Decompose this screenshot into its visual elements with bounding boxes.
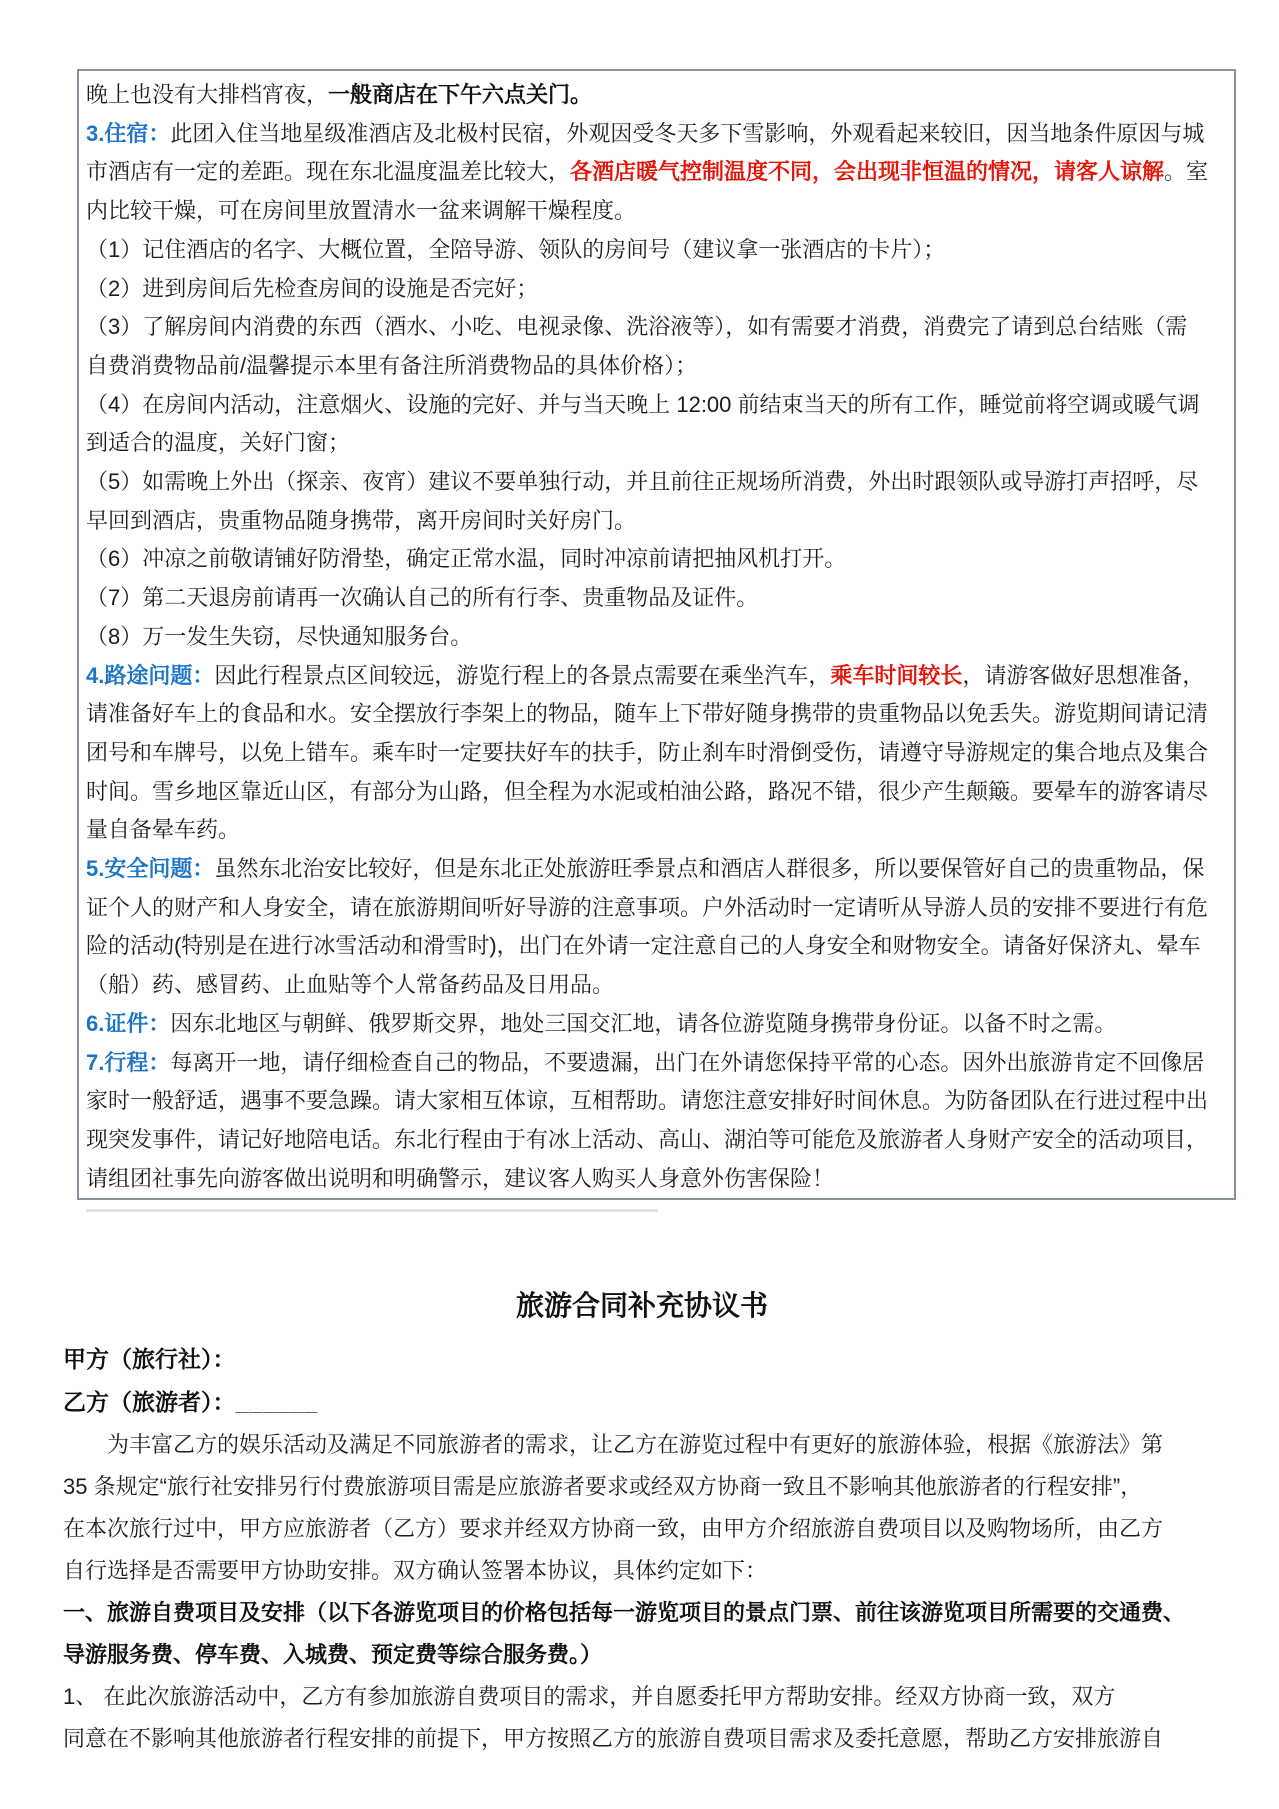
text-segment: 5.安全问题：	[86, 856, 215, 882]
text-segment: 6.证件：	[86, 1010, 171, 1036]
text-segment: （3）了解房间内消费的东西（酒水、小吃、电视录像、洗浴液等），如有需要才消费，消费完了请到总台结账（需	[86, 314, 1188, 340]
text-segment: 虽然东北治安比较好，但是东北正处旅游旺季景点和酒店人群很多，所以要保管好自己的贵重物品，保	[214, 856, 1205, 882]
text-segment: 。室	[1164, 159, 1209, 185]
notice-line	[86, 966, 1230, 1005]
text-segment: （2）进到房间后先检查房间的设施是否完好；	[86, 275, 539, 301]
text-segment: 到适合的温度，关好门窗；	[86, 430, 351, 456]
party-b-line	[63, 1381, 1221, 1424]
text-segment: 每离开一地，请仔细检查自己的物品，不要遗漏，出门在外请您保持平常的心态。因外出旅游肯定不回像居	[170, 1049, 1205, 1075]
supplementary-agreement-section	[63, 1288, 1221, 1760]
text-segment: 因东北地区与朝鲜、俄罗斯交界，地处三国交汇地，请各位游览随身携带身份证。以备不时之需。	[170, 1010, 1117, 1036]
text-segment: 早回到酒店，贵重物品随身携带，离开房间时关好房门。	[86, 507, 637, 533]
text-segment: 时间。雪乡地区靠近山区，有部分为山路，但全程为水泥或柏油公路，路况不错，很少产生颠簸。要晕车的游客请尽	[86, 778, 1209, 804]
party-b-blank-line: ______	[235, 1389, 319, 1415]
text-segment: 团号和车牌号，以免上错车。乘车时一定要扶好车的扶手，防止刹车时滑倒受伤，请遵守导游规定的集合地点及集合	[86, 739, 1209, 765]
notice-line	[86, 1121, 1230, 1160]
notice-line	[86, 502, 1230, 541]
text-segment: 此团入住当地星级准酒店及北极村民宿，外观因受冬天多下雪影响，外观看起来较旧，因当地条件原因与城	[170, 120, 1205, 146]
agreement-line	[63, 1676, 1221, 1718]
text-segment: 险的活动(特别是在进行冰雪活动和滑雪时)，出门在外请一定注意自己的人身安全和财物安全。请备好保济丸、晕车	[86, 933, 1201, 959]
text-segment: 量自备晕车药。	[86, 817, 241, 843]
notice-line	[86, 773, 1230, 812]
text-segment: （1）记住酒店的名字、大概位置，全陪导游、领队的房间号（建议拿一张酒店的卡片）；	[86, 236, 946, 262]
text-segment: 1、 在此次旅游活动中，乙方有参加旅游自费项目的需求，并自愿委托甲方帮助安排。经双方协商一致，双方	[63, 1684, 1116, 1709]
notice-line	[86, 1160, 1230, 1199]
text-segment: 乘车时间较长	[830, 662, 963, 688]
notice-line	[86, 192, 1230, 231]
notice-line	[86, 850, 1230, 889]
notice-line	[86, 308, 1230, 347]
notice-line	[86, 618, 1230, 657]
agreement-line	[63, 1550, 1221, 1592]
text-segment: 一、旅游自费项目及安排（以下各游览项目的价格包括每一游览项目的景点门票、前往该游览项目所需要的交通费、	[63, 1600, 1186, 1625]
text-segment: （船）药、感冒药、止血贴等个人常备药品及日用品。	[86, 972, 615, 998]
text-segment: 市酒店有一定的差距。现在东北温度温差比较大，	[86, 159, 571, 185]
agreement-line	[63, 1718, 1221, 1760]
text-segment: 3.住宿：	[86, 120, 171, 146]
party-b-label: 乙方（旅游者）：	[63, 1389, 236, 1415]
notice-line	[86, 1082, 1230, 1121]
text-segment: 现突发事件，请记好地陪电话。东北行程由于有冰上活动、高山、湖泊等可能危及旅游者人身财产安全的活动项目，	[86, 1126, 1209, 1152]
party-a-label: 甲方（旅行社）：	[63, 1346, 236, 1372]
notice-line	[86, 927, 1230, 966]
notice-line	[86, 270, 1230, 309]
text-segment: 家时一般舒适，遇事不要急躁。请大家相互体谅，互相帮助。请您注意安排好时间休息。为防备团队在行进过程中出	[86, 1088, 1209, 1114]
notice-line	[86, 76, 1230, 115]
party-a-line	[63, 1338, 1221, 1381]
agreement-title: 旅游合同补充协议书	[515, 1290, 768, 1321]
text-segment: 请组团社事先向游客做出说明和明确警示，建议客人购买人身意外伤害保险！	[86, 1165, 835, 1191]
notice-line	[86, 579, 1230, 618]
agreement-line	[63, 1634, 1221, 1676]
scan-artifact-line	[86, 1209, 658, 1212]
text-segment: 证个人的财产和人身安全，请在旅游期间听好导游的注意事项。户外活动时一定请听从导游人员的安排不要进行有危	[86, 894, 1209, 920]
notice-line	[86, 734, 1230, 773]
text-segment: 自费消费物品前/温馨提示本里有备注所消费物品的具体价格）；	[86, 352, 698, 378]
text-segment: 因此行程景点区间较远，游览行程上的各景点需要在乘坐汽车，	[214, 662, 831, 688]
agreement-line	[63, 1508, 1221, 1550]
text-segment: 一般商店在下午六点关门。	[328, 82, 593, 107]
text-segment: 导游服务费、停车费、入城费、预定费等综合服务费。）	[63, 1642, 603, 1667]
text-segment: 晚上也没有大排档宵夜，	[86, 82, 329, 107]
text-segment: 同意在不影响其他旅游者行程安排的前提下，甲方按照乙方的旅游自费项目需求及委托意愿，帮助乙方安排旅游自	[63, 1726, 1164, 1751]
text-segment: （4）在房间内活动，注意烟火、设施的完好、并与当天晚上 12:00 前结束当天的所有工作，睡觉前将空调或暖气调	[86, 391, 1200, 417]
text-segment: （5）如需晚上外出（探亲、夜宵）建议不要单独行动，并且前往正规场所消费，外出时跟领队或导游打声招呼，尽	[86, 469, 1199, 495]
notice-line	[86, 231, 1230, 270]
text-segment: ，请游客做好思想准备，	[962, 662, 1205, 688]
text-segment: （6）冲凉之前敬请铺好防滑垫，确定正常水温，同时冲凉前请把抽风机打开。	[86, 546, 847, 572]
text-segment: 自行选择是否需要甲方协助安排。双方确认签署本协议，具体约定如下：	[63, 1558, 768, 1583]
notice-line	[86, 1005, 1230, 1044]
text-segment: 内比较干燥，可在房间里放置清水一盆来调解干燥程度。	[86, 198, 637, 224]
agreement-body	[63, 1424, 1221, 1760]
notice-line	[86, 695, 1230, 734]
text-segment: （8）万一发生失窃，尽快通知服务台。	[86, 623, 473, 649]
notice-line	[86, 657, 1230, 696]
notice-line	[86, 540, 1230, 579]
agreement-line	[63, 1424, 1221, 1466]
travel-notice-table	[77, 69, 1236, 1200]
text-segment: 在本次旅行过中，甲方应旅游者（乙方）要求并经双方协商一致，由甲方介绍旅游自费项目以及购物场所，由乙方	[63, 1516, 1164, 1541]
notice-line	[86, 463, 1230, 502]
notice-line	[86, 386, 1230, 425]
agreement-line	[63, 1592, 1221, 1634]
notice-line	[86, 424, 1230, 463]
text-segment: 7.行程：	[86, 1049, 171, 1075]
text-segment: 4.路途问题：	[86, 662, 215, 688]
notice-line	[86, 811, 1230, 850]
notice-line	[86, 1044, 1230, 1083]
text-segment: 各酒店暖气控制温度不同，会出现非恒温的情况，请客人谅解	[570, 159, 1165, 185]
text-segment: 请准备好车上的食品和水。安全摆放行李架上的物品，随车上下带好随身携带的贵重物品以免丢失。游览期间请记清	[86, 701, 1209, 727]
text-segment: （7）第二天退房前请再一次确认自己的所有行李、贵重物品及证件。	[86, 585, 759, 611]
notice-line	[86, 347, 1230, 386]
text-segment: 35 条规定“旅行社安排另行付费旅游项目需是应旅游者要求或经双方协商一致且不影响其他旅游者的行程安排”，	[63, 1474, 1143, 1499]
notice-line	[86, 889, 1230, 928]
notice-line	[86, 153, 1230, 192]
notice-line	[86, 115, 1230, 154]
agreement-line	[63, 1466, 1221, 1508]
text-segment: 为丰富乙方的娱乐活动及满足不同旅游者的需求，让乙方在游览过程中有更好的旅游体验，根据《旅游法》第	[107, 1432, 1164, 1457]
